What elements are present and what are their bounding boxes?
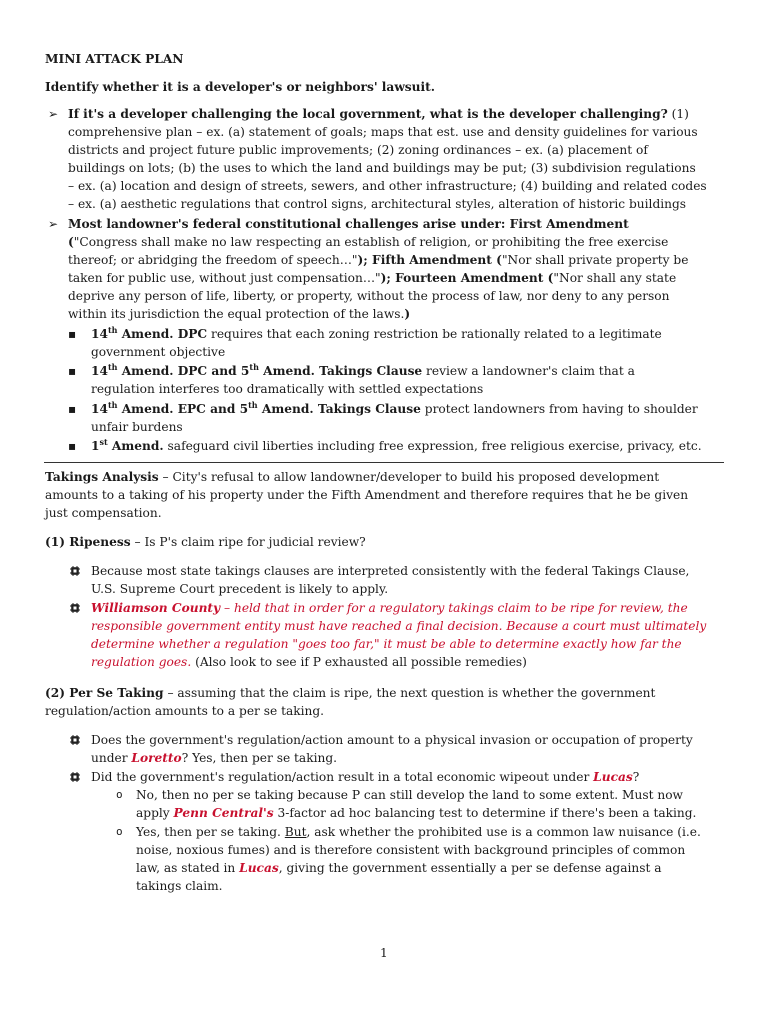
per-se-line-2: regulation/action amounts to a per se taking.	[45, 704, 325, 718]
ripeness-bullet-2-line-2: responsible government entity must have reached a final decision. Because a court must ultimately	[91, 619, 707, 633]
takings-analysis-line-1: Takings Analysis – City's refusal to allow landowner/developer to build his proposed development	[45, 470, 660, 484]
circle-bullet-icon: o	[116, 825, 123, 838]
per-se-option-yes-line-4: takings claim.	[136, 879, 223, 893]
sub-bullet-dpc-takings-line-2: regulation interferes too dramatically with settled expectations	[91, 382, 484, 396]
hash-square-bullet-icon	[70, 566, 80, 576]
sub-bullet-first-amend: 1st Amend. safeguard civil liberties including free expression, free religious exercise, privacy, etc.	[91, 436, 702, 453]
per-se-option-yes-line-1: Yes, then per se taking. But, ask whether the prohibited use is a common law nuisance (i.e.	[136, 825, 701, 839]
takings-analysis-line-2: amounts to a taking of his property under the Fifth Amendment and therefore requires that he be given	[45, 488, 689, 502]
arrow-bullet-icon: ➢	[48, 107, 59, 121]
per-se-option-no-line-1: No, then no per se taking because P can still develop the land to some extent. Must now	[136, 788, 683, 802]
page-number: 1	[380, 946, 388, 960]
bullet-constitutional-line-5: deprive any person of life, liberty, or property, without the process of law, nor deny to any person	[68, 289, 670, 303]
bullet-constitutional-line-3: thereof; or abridging the freedom of speech…"); Fifth Amendment ("Nor shall private property be	[68, 253, 689, 267]
page-subtitle: Identify whether it is a developer's or neighbors' lawsuit.	[45, 80, 436, 94]
arrow-bullet-icon: ➢	[48, 217, 59, 231]
sub-bullet-epc-takings: 14th Amend. EPC and 5th Amend. Takings Clause protect landowners from having to shoulder	[91, 399, 698, 416]
bullet-developer-line-6: – ex. (a) aesthetic regulations that control signs, architectural styles, alteration of historic buildings	[68, 197, 687, 211]
hash-square-bullet-icon	[70, 735, 80, 745]
per-se-option-yes-line-3: law, as stated in Lucas, giving the government essentially a per se defense against a	[136, 861, 662, 875]
hash-square-bullet-icon	[70, 603, 80, 613]
bullet-developer-line-4: buildings on lots; (b) the uses to which the land and buildings may be put; (3) subdivision regulations	[68, 161, 696, 175]
sub-bullet-dpc-takings: 14th Amend. DPC and 5th Amend. Takings Clause review a landowner's claim that a	[91, 361, 635, 378]
sub-bullet-dpc: 14th Amend. DPC requires that each zoning restriction be rationally related to a legitimate	[91, 324, 662, 341]
ripeness-heading: (1) Ripeness – Is P's claim ripe for judicial review?	[45, 535, 366, 549]
bullet-constitutional-line-6: within its jurisdiction the equal protection of the laws.)	[68, 307, 411, 321]
page-title: MINI ATTACK PLAN	[45, 52, 184, 66]
bullet-developer-line-2: comprehensive plan – ex. (a) statement of goals; maps that est. use and density guidelines for various	[68, 125, 698, 139]
bullet-developer-line-1: If it's a developer challenging the local government, what is the developer challenging? (1)	[68, 107, 689, 121]
bullet-constitutional-line-4: taken for public use, without just compensation…"); Fourteen Amendment ("Nor shall any state	[68, 271, 677, 285]
horizontal-rule	[44, 462, 724, 463]
takings-analysis-line-3: just compensation.	[45, 506, 162, 520]
square-bullet-icon: ▪	[68, 402, 77, 416]
hash-square-bullet-icon	[70, 772, 80, 782]
ripeness-bullet-1-line-2: U.S. Supreme Court precedent is likely to apply.	[91, 582, 389, 596]
ripeness-bullet-2-line-4: regulation goes. (Also look to see if P exhausted all possible remedies)	[91, 655, 527, 669]
sub-bullet-epc-takings-line-2: unfair burdens	[91, 420, 183, 434]
per-se-bullet-2-line-1: Did the government's regulation/action result in a total economic wipeout under Lucas?	[91, 770, 640, 784]
ripeness-bullet-2-line-3: determine whether a regulation "goes too far," it must be able to determine exactly how far the	[91, 637, 682, 651]
square-bullet-icon: ▪	[68, 327, 77, 341]
bullet-constitutional-heading: Most landowner's federal constitutional challenges arise under: First Amendment	[68, 217, 629, 231]
per-se-bullet-1-line-2: under Loretto? Yes, then per se taking.	[91, 751, 338, 765]
bullet-developer-line-5: – ex. (a) location and design of streets, sewers, and other infrastructure; (4) building and related codes	[68, 179, 707, 193]
ripeness-bullet-2-line-1: Williamson County – held that in order for a regulatory takings claim to be ripe for review, the	[91, 601, 688, 615]
per-se-heading: (2) Per Se Taking – assuming that the claim is ripe, the next question is whether the government	[45, 686, 656, 700]
square-bullet-icon: ▪	[68, 439, 77, 453]
per-se-bullet-1-line-1: Does the government's regulation/action amount to a physical invasion or occupation of property	[91, 733, 693, 747]
square-bullet-icon: ▪	[68, 364, 77, 378]
per-se-option-no-line-2: apply Penn Central's 3-factor ad hoc balancing test to determine if there's been a taking.	[136, 806, 697, 820]
ripeness-bullet-1-line-1: Because most state takings clauses are interpreted consistently with the federal Takings Clause,	[91, 564, 690, 578]
bullet-developer-line-3: districts and project future public improvements; (2) zoning ordinances – ex. (a) placement of	[68, 143, 648, 157]
per-se-option-yes-line-2: noise, noxious fumes) and is therefore consistent with background principles of common	[136, 843, 686, 857]
circle-bullet-icon: o	[116, 788, 123, 801]
sub-bullet-dpc-line-2: government objective	[91, 345, 226, 359]
bullet-constitutional-line-2: ("Congress shall make no law respecting an establish of religion, or prohibiting the free exercise	[68, 235, 669, 249]
